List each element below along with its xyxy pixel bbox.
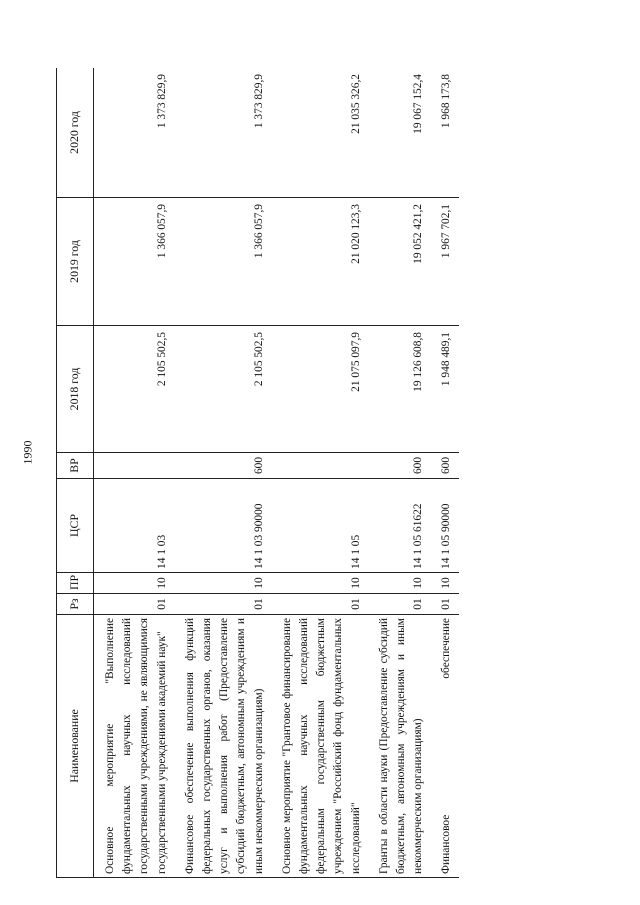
row-2020: 19 067 152,4 [368, 68, 431, 198]
row-vr: 600 [174, 453, 271, 479]
row-rz: 01 [174, 594, 271, 615]
row-2019: 1 366 057,9 [174, 198, 271, 326]
row-2020: 21 035 326,2 [271, 68, 368, 198]
row-2020: 1 968 173,8 [430, 68, 458, 198]
row-pr: 10 [94, 573, 174, 594]
header-pr: ПР [57, 573, 94, 594]
row-rz: 01 [368, 594, 431, 615]
header-2018: 2018 год [57, 326, 94, 453]
row-name: Основное мероприятие "Грантовое финансирование фундаментальных научных исследований федеральным государственным бюджетным учреждением "Российский фонд фундаментальных исследований" [271, 615, 368, 878]
row-2019: 1 967 702,1 [430, 198, 458, 326]
row-name: Основное мероприятие "Выполнение фундаментальных научных исследований государственными учреждениями, не являющимися государственными учреждениями академий наук" [94, 615, 174, 878]
table-header-row [57, 68, 94, 878]
table-container [56, 68, 587, 878]
row-2019: 19 052 421,2 [368, 198, 431, 326]
header-rz: Рз [57, 594, 94, 615]
row-pr: 10 [174, 573, 271, 594]
row-name: Финансовое обеспечение [430, 615, 458, 878]
header-2019: 2019 год [57, 198, 94, 326]
row-2018: 2 105 502,5 [174, 326, 271, 453]
row-2018: 2 105 502,5 [94, 326, 174, 453]
row-2018: 1 948 489,1 [430, 326, 458, 453]
row-csr: 14 1 03 [94, 479, 174, 573]
rotated-page [56, 68, 587, 878]
row-2018: 21 075 097,9 [271, 326, 368, 453]
table-row [174, 68, 271, 878]
table-row [368, 68, 431, 878]
page-number [20, 432, 36, 472]
row-rz: 01 [271, 594, 368, 615]
row-vr [94, 453, 174, 479]
row-csr: 14 1 05 90000 [430, 479, 458, 573]
row-pr: 10 [271, 573, 368, 594]
row-pr: 10 [430, 573, 458, 594]
budget-table [56, 68, 459, 878]
row-name: Гранты в области науки (Предоставление субсидий бюджетным, автономным учреждениям и иным некоммерческим организациям) [368, 615, 431, 878]
row-2019: 1 366 057,9 [94, 198, 174, 326]
row-csr: 14 1 05 61622 [368, 479, 431, 573]
row-vr [271, 453, 368, 479]
row-csr: 14 1 03 90000 [174, 479, 271, 573]
header-vr: ВР [57, 453, 94, 479]
page-number-text: 1990 [20, 440, 35, 464]
row-pr: 10 [368, 573, 431, 594]
row-vr: 600 [430, 453, 458, 479]
row-2020: 1 373 829,9 [174, 68, 271, 198]
table-row [430, 68, 458, 878]
header-name: Наименование [57, 615, 94, 878]
header-2020: 2020 год [57, 68, 94, 198]
row-name: Финансовое обеспечение выполнения функций федеральных государственных органов, оказания услуг и выполнения работ (Предоставление субсидий бюджетным, автономным учреждениям и иным некоммерческим организациям) [174, 615, 271, 878]
row-csr: 14 1 05 [271, 479, 368, 573]
row-vr: 600 [368, 453, 431, 479]
row-2018: 19 126 608,8 [368, 326, 431, 453]
table-row [271, 68, 368, 878]
table-row [94, 68, 174, 878]
row-2020: 1 373 829,9 [94, 68, 174, 198]
header-csr: ЦСР [57, 479, 94, 573]
row-2019: 21 020 123,3 [271, 198, 368, 326]
row-rz: 01 [94, 594, 174, 615]
row-rz: 01 [430, 594, 458, 615]
